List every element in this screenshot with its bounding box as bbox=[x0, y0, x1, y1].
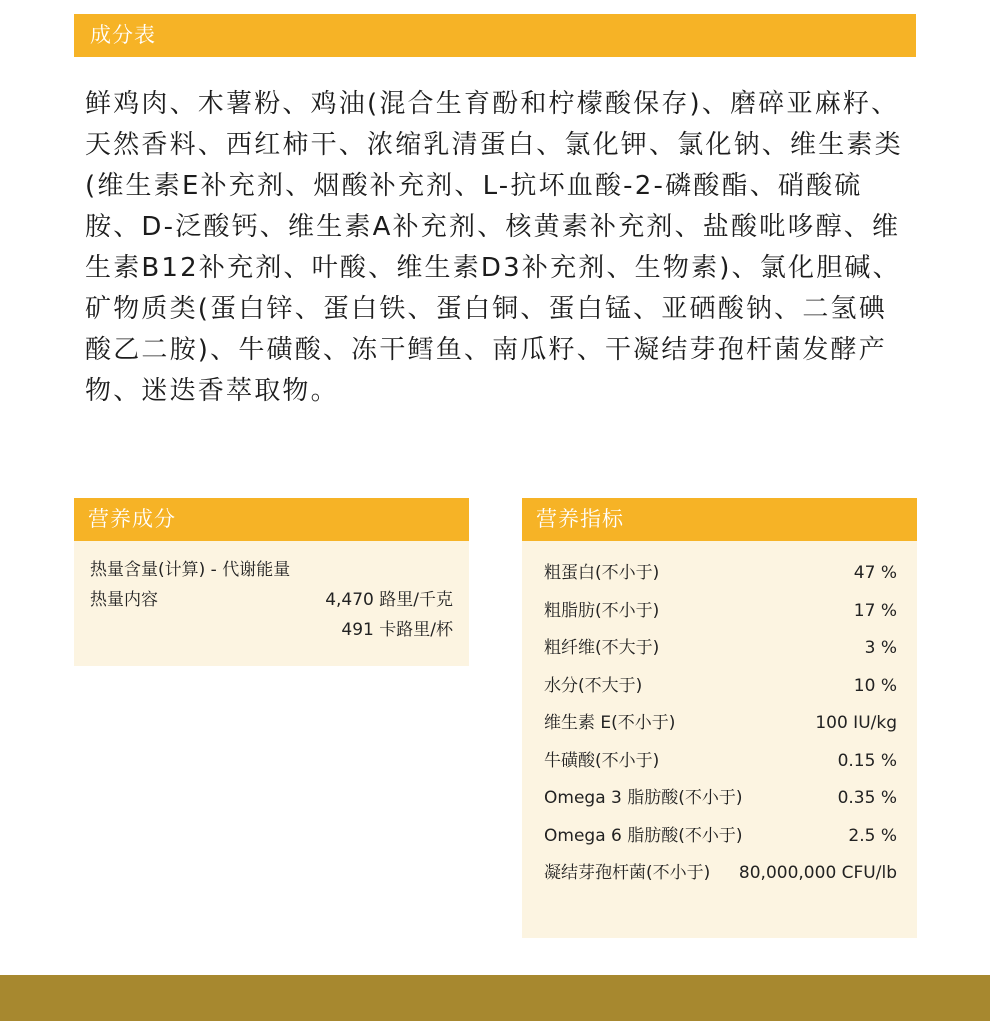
guarantee-value: 80,000,000 CFU/lb bbox=[738, 863, 897, 883]
guarantee-value: 17 % bbox=[853, 600, 897, 621]
guarantee-row bbox=[544, 593, 897, 631]
guarantee-label: 粗纤维(不大于) bbox=[544, 638, 660, 658]
guarantee-value: 10 % bbox=[853, 675, 897, 696]
guarantee-row bbox=[544, 668, 897, 706]
guarantee-value: 2.5 % bbox=[848, 825, 897, 846]
calorie-value-kg: 4,470 路里/千克 bbox=[325, 590, 453, 610]
guarantee-label: 粗蛋白(不小于) bbox=[544, 563, 660, 583]
guarantee-label: 维生素 E(不小于) bbox=[544, 713, 676, 733]
guarantee-list bbox=[522, 541, 917, 893]
guarantee-header: 营养指标 bbox=[522, 498, 917, 541]
nutrition-panel bbox=[74, 498, 469, 666]
guarantee-label: Omega 6 脂肪酸(不小于) bbox=[544, 825, 743, 846]
bottom-band bbox=[0, 975, 990, 1021]
nutrition-body bbox=[74, 541, 469, 640]
guarantee-value: 47 % bbox=[853, 563, 897, 583]
nutrition-header: 营养成分 bbox=[74, 498, 469, 541]
guarantee-row bbox=[544, 555, 897, 593]
ingredients-header: 成分表 bbox=[74, 14, 916, 57]
guarantee-row bbox=[544, 743, 897, 781]
calorie-values bbox=[325, 585, 453, 640]
guarantee-value: 0.35 % bbox=[837, 788, 897, 808]
guarantee-panel bbox=[522, 498, 917, 938]
guarantee-label: 粗脂肪(不小于) bbox=[544, 600, 660, 621]
guarantee-row bbox=[544, 630, 897, 668]
guarantee-label: 水分(不大于) bbox=[544, 675, 643, 696]
calorie-content-label: 热量内容 bbox=[90, 590, 158, 610]
guarantee-value: 3 % bbox=[864, 638, 897, 658]
calorie-label: 热量含量(计算) - 代谢能量 bbox=[90, 560, 291, 580]
guarantee-value: 100 IU/kg bbox=[815, 713, 897, 733]
calorie-value-cup: 491 卡路里/杯 bbox=[341, 620, 453, 640]
guarantee-row bbox=[544, 705, 897, 743]
guarantee-row bbox=[544, 818, 897, 856]
guarantee-value: 0.15 % bbox=[837, 750, 897, 771]
guarantee-label: 凝结芽孢杆菌(不小于) bbox=[544, 863, 711, 883]
guarantee-label: 牛磺酸(不小于) bbox=[544, 750, 660, 771]
guarantee-row bbox=[544, 855, 897, 893]
guarantee-label: Omega 3 脂肪酸(不小于) bbox=[544, 788, 743, 808]
ingredients-text: 鲜鸡肉、木薯粉、鸡油(混合生育酚和柠檬酸保存)、磨碎亚麻籽、天然香料、西红柿干、浓缩乳清蛋白、氯化钾、氯化钠、维生素类(维生素E补充剂、烟酸补充剂、L-抗坏血酸-2-磷酸酯、硝酸硫胺、D-泛酸钙、维生素A补充剂、核黄素补充剂、盐酸吡哆醇、维生素B12补充剂、叶酸、维生素D3补充剂、生物素)、氯化胆碱、矿物质类(蛋白锌、蛋白铁、蛋白铜、蛋白锰、亚硒酸钠、二氢碘酸乙二胺)、牛磺酸、冻干鳕鱼、南瓜籽、干凝结芽孢杆菌发酵产物、迷迭香萃取物。 bbox=[85, 89, 903, 406]
calorie-content-row bbox=[90, 585, 453, 640]
guarantee-row bbox=[544, 780, 897, 818]
